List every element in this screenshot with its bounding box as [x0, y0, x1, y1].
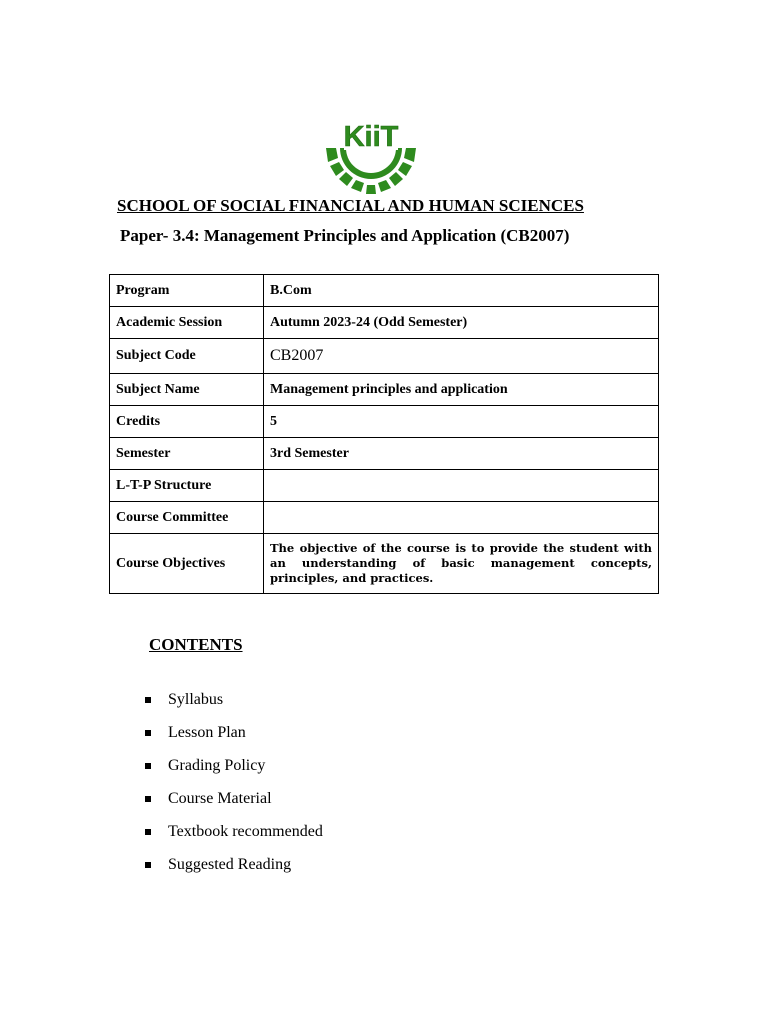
- row-value: Management principles and application: [264, 374, 659, 406]
- contents-heading: CONTENTS: [149, 635, 243, 654]
- row-value: B.Com: [264, 275, 659, 307]
- list-item-label: Syllabus: [168, 691, 224, 708]
- kiit-logo: [322, 118, 420, 196]
- list-item-label: Course Material: [168, 790, 272, 807]
- row-label: Subject Code: [110, 339, 264, 374]
- table-row: [110, 438, 659, 470]
- table-row: [110, 470, 659, 502]
- square-bullet-icon: [145, 796, 151, 802]
- square-bullet-icon: [145, 730, 151, 736]
- row-label: L-T-P Structure: [110, 470, 264, 502]
- list-item: [145, 721, 323, 754]
- table-row: [110, 534, 659, 594]
- list-item: [145, 787, 323, 820]
- row-label: Course Objectives: [110, 534, 264, 594]
- row-value: [264, 470, 659, 502]
- row-value: CB2007: [264, 339, 659, 374]
- list-item-label: Grading Policy: [168, 757, 266, 774]
- square-bullet-icon: [145, 763, 151, 769]
- svg-text:KiiT: KiiT: [343, 121, 399, 153]
- row-label: Semester: [110, 438, 264, 470]
- course-info-table: [109, 274, 659, 594]
- list-item: [145, 820, 323, 853]
- row-label: Academic Session: [110, 307, 264, 339]
- row-value: 5: [264, 406, 659, 438]
- table-row: [110, 307, 659, 339]
- square-bullet-icon: [145, 862, 151, 868]
- contents-list: [145, 688, 323, 886]
- row-label: Program: [110, 275, 264, 307]
- row-label: Credits: [110, 406, 264, 438]
- row-label: Course Committee: [110, 502, 264, 534]
- list-item-label: Lesson Plan: [168, 724, 246, 741]
- list-item-label: Suggested Reading: [168, 856, 292, 873]
- list-item: [145, 853, 323, 886]
- table-row: [110, 502, 659, 534]
- list-item-label: Textbook recommended: [168, 823, 323, 840]
- table-row: [110, 406, 659, 438]
- row-value: [264, 502, 659, 534]
- list-item: [145, 754, 323, 787]
- table-row: [110, 275, 659, 307]
- row-value: 3rd Semester: [264, 438, 659, 470]
- square-bullet-icon: [145, 697, 151, 703]
- paper-title: Paper- 3.4: Management Principles and Application (CB2007): [120, 226, 570, 245]
- row-label: Subject Name: [110, 374, 264, 406]
- school-title: SCHOOL OF SOCIAL FINANCIAL AND HUMAN SCIENCES: [117, 196, 584, 215]
- square-bullet-icon: [145, 829, 151, 835]
- row-value: Autumn 2023-24 (Odd Semester): [264, 307, 659, 339]
- course-objectives-text: The objective of the course is to provide the student with an understanding of basic management concepts, principles, and practices.: [264, 534, 659, 594]
- list-item: [145, 688, 323, 721]
- table-row: [110, 339, 659, 374]
- table-row: [110, 374, 659, 406]
